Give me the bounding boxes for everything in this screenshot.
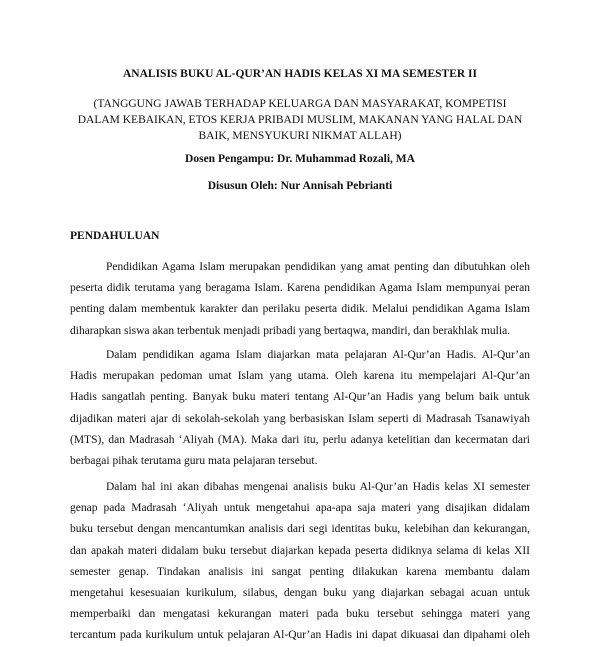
- paragraph-line: semester genap. Tindakan analisis ini sangat penting dilakukan karena membantu dalam: [70, 565, 530, 578]
- document-subtitle: [60, 96, 540, 144]
- paragraph-line: Dalam pendidikan agama Islam diajarkan mata pelajaran Al-Qur’an Hadis. Al-Qur’an: [106, 349, 530, 361]
- paragraph-line: diharapkan siswa akan terbentuk menjadi pribadi yang bertaqwa, mandiri, dan berakhlak mulia.: [70, 324, 511, 337]
- subtitle-line: DALAM KEBAIKAN, ETOS KERJA PRIBADI MUSLIM, MAKANAN YANG HALAL DAN: [77, 114, 523, 126]
- paragraph-line: memperbaiki dan mengatasi kekurangan materi pada buku tersebut sehingga materi yang: [70, 608, 530, 621]
- paragraph-line: dan apakah materi didalam buku tersebut diajarkan kepada peserta didiknya selama di kelas XII: [70, 544, 530, 557]
- subtitle-line: (TANGGUNG JAWAB TERHADAP KELUARGA DAN MASYARAKAT, KOMPETISI: [93, 98, 507, 110]
- paragraph-line: buku tersebut dengan mencantumkan analisis dari segi identitas buku, kelebihan dan kekurangan,: [70, 523, 530, 536]
- paragraph-1: [70, 257, 530, 342]
- paragraph-line: mengetahui kesesuaian kurikulum, silabus, dengan buku yang diajarkan sebagai acuan untuk: [70, 587, 530, 600]
- paragraph-line: (MTS), dan Madrasah ‘Aliyah (MA). Maka dari itu, perlu adanya ketelitian dan kecermatan dari: [70, 433, 530, 446]
- paragraph-line: peserta didik terutama yang beragama Islam. Karena pendidikan Agama Islam mempunyai peran: [70, 282, 530, 295]
- paragraph-line: Hadis sangatlah penting. Banyak buku materi tentang Al-Qur’an Hadis yang belum baik untuk: [70, 391, 530, 404]
- paragraph-line: dijadikan materi ajar di sekolah-sekolah yang berbasiskan Islam seperti di Madrasah Tsanawiyah: [70, 412, 530, 425]
- paragraph-line: Hadis merupakan pedoman umat Islam yang utama. Oleh karena itu mempelajari Al-Qur’an: [70, 370, 530, 383]
- paragraph-line: Pendidikan Agama Islam merupakan pendidikan yang amat penting dan dibutuhkan oleh: [106, 261, 530, 273]
- paragraph-2: [70, 345, 530, 472]
- paragraph-3: [70, 477, 530, 647]
- document-title: ANALISIS BUKU AL-QUR’AN HADIS KELAS XI MA SEMESTER II: [122, 68, 478, 80]
- section-heading: PENDAHULUAN: [70, 230, 160, 242]
- paragraph-line: genap pada Madrasah ‘Aliyah untuk mengetahui apa-apa saja materi yang disajikan didalam: [70, 502, 530, 515]
- paragraph-line: tercantum pada kurikulum untuk pelajaran Al-Qur’an Hadis ini dapat dikuasai dan dipahami oleh: [70, 629, 530, 642]
- paragraph-line: penting dalam membentuk karakter dan perilaku peserta didik. Melalui pendidikan Agama Islam: [70, 303, 530, 316]
- subtitle-line: BAIK, MENSYUKURI NIKMAT ALLAH): [198, 130, 402, 142]
- paragraph-line: Dalam hal ini akan dibahas mengenai analisis buku Al-Qur’an Hadis kelas XI semester: [106, 481, 530, 493]
- lecturer-line: Dosen Pengampu: Dr. Muhammad Rozali, MA: [185, 153, 415, 165]
- paragraph-line: berbagai pihak terutama guru mata pelajaran tersebut.: [70, 455, 318, 468]
- author-line: Disusun Oleh: Nur Annisah Pebrianti: [207, 180, 393, 192]
